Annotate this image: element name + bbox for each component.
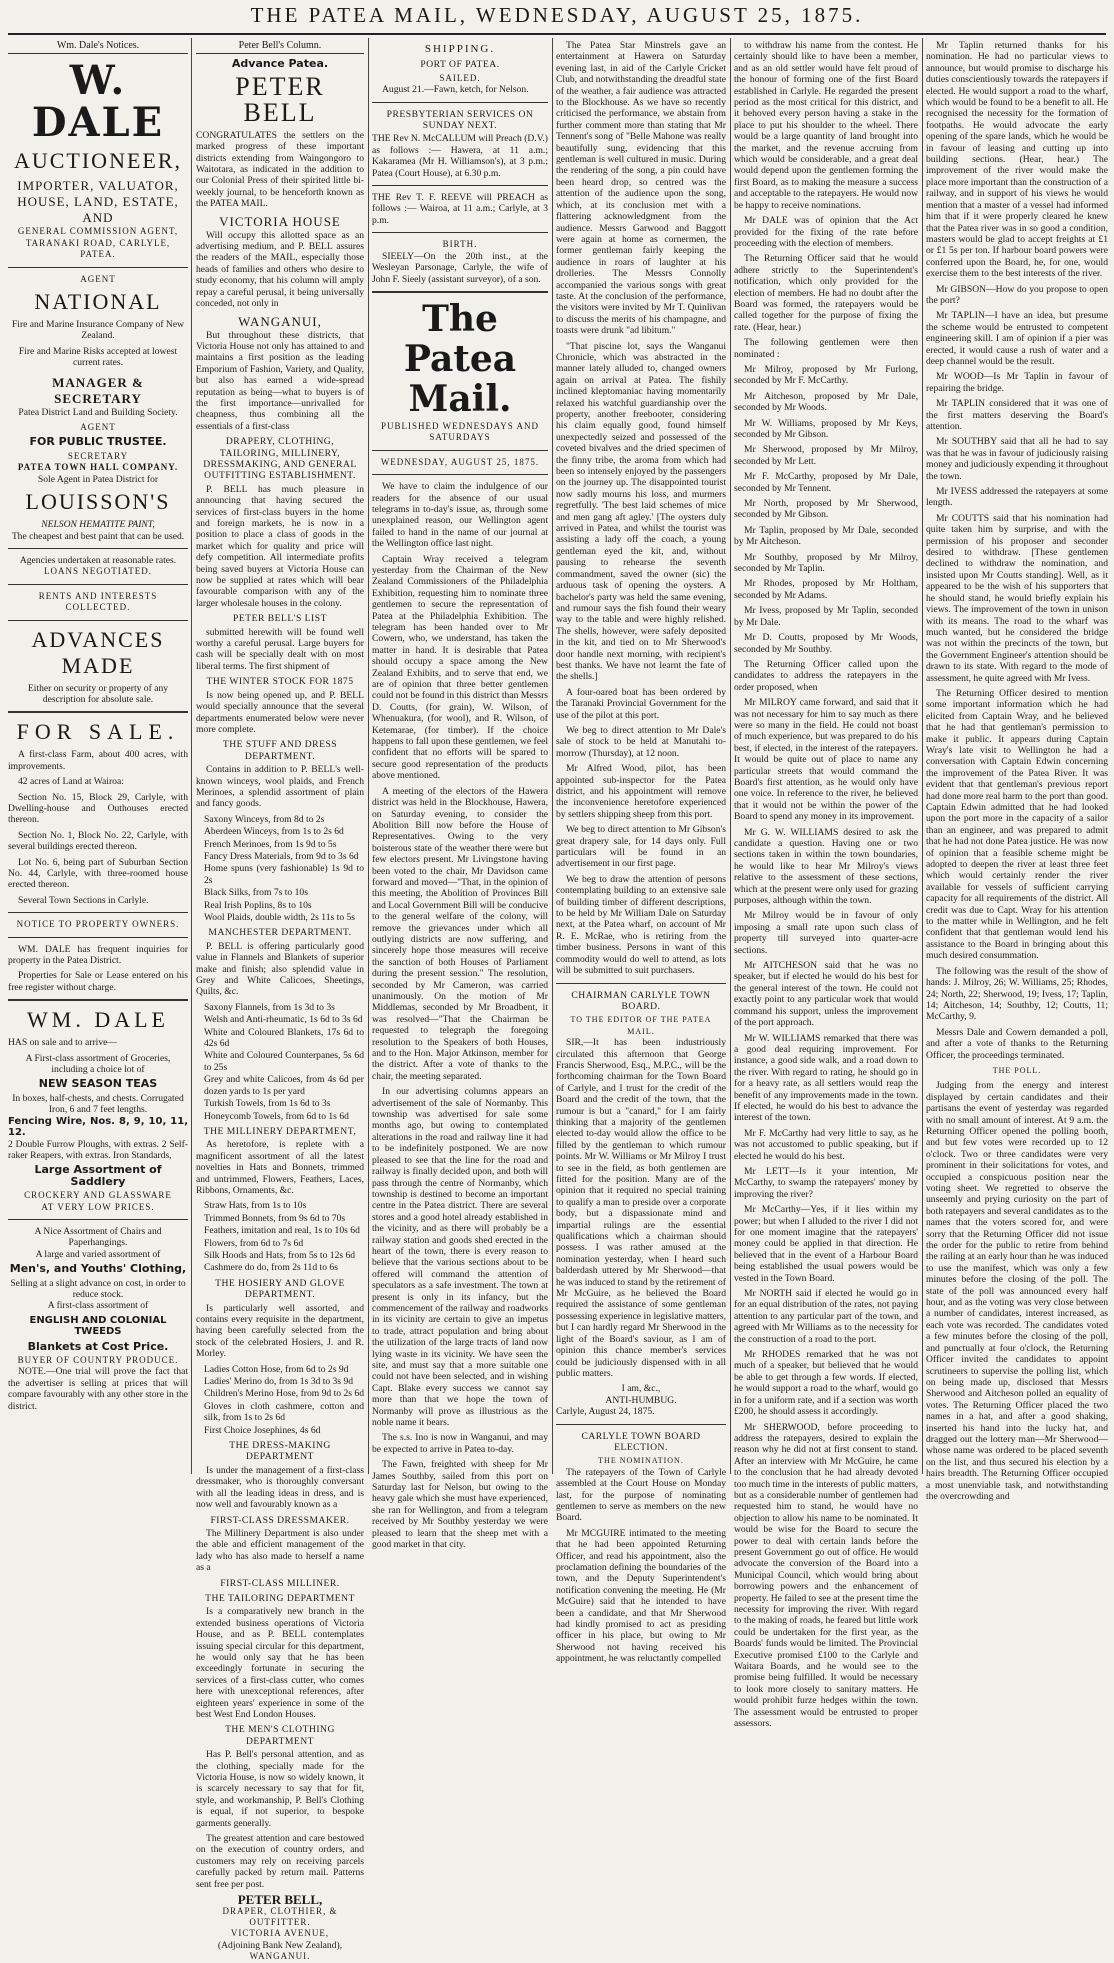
article-paragraph: to withdraw his name from the contest. He certainly should like to have been a member, and as an old settler would have felt proud of the honour of forming one of the first Board established in Carlyle. He regarded the present period as the most critical for this district, and it behoved every person having a stake in the place to put his shoulder to the wheel. There would be a large quantity of land brought into the market, and the revenue accruing from which would be considerable, and a great deal would depend upon the gentlemen forming the first Board, as to making the measure a success and acceptable to the ratepayers. He would now be happy to receive nominations. [734, 40, 918, 211]
first-class-line: A first-class assortment of [47, 1300, 149, 1312]
sole-agent-line: Sole Agent in Patea District for [37, 473, 159, 485]
masthead-rule [8, 33, 1106, 35]
tweeds-line: ENGLISH AND COLONIAL TWEEDS [29, 1314, 167, 1338]
article-paragraph: Mr McCarthy—Yes, if it lies within my power; but when I alluded to the river I did not for one moment imagine that the ratepayers' money could be applied in that direction. He believed that in the event of a Harbour Board being established the usual powers would be vested in the Town Board. [734, 1204, 918, 1284]
sale-item: Lot No. 6, being part of Suburban Section No. 44, Carlyle, with three-roomed house erected thereon. [8, 856, 188, 891]
price-line: Ladies Cotton Hose, from 6d to 2s 9d [204, 1363, 349, 1375]
column-nomination [734, 40, 918, 1730]
address-line: TARANAKI ROAD, CARLYLE, PATEA. [25, 237, 171, 260]
low-prices-line: AT VERY LOW PRICES. [41, 1201, 155, 1212]
body-text: Is now being opened up, and P. BELL would specially announce that the several departments enumerated below were never more complete. [196, 689, 364, 735]
advance-patea: Advance Patea. [231, 57, 329, 71]
body-text: Is a comparatively new branch in the extended business operations of Victoria House, and as P. BELL contemplates issuing special circular for this department, he would only say that he has been exceedingly fortunate in securing the services of a first-class cutter, who comes here with unexceptional references, after eighteen years' experience in some of the best West End London Houses. [196, 1606, 364, 1720]
article-paragraph: A four-oared boat has been ordered by the Taranaki Provincial Government for the use of the pilot at this port. [556, 686, 726, 721]
price-line: White and Coloured Counterpanes, 5s 6d to 25s [204, 1050, 364, 1073]
signature-line: DRAPER, CLOTHIER, & OUTFITTER. [222, 1905, 338, 1927]
article-paragraph: Mr MILROY came forward, and said that it was not necessary for him to say much as there were so many in the field. He could not boast of much experience, but was prepared to do his best, if elected, in the interest of the ratepayers. It would be quite out of place to name any particular streets that would command the Board's first attention, as he would only have one voice. In reference to the river, he believed that it would not be within the power of the Board to spend any money in its improvement. [734, 697, 918, 823]
wm-dale-heading: WM. DALE [27, 1007, 169, 1033]
column-divider [552, 38, 553, 1474]
section-heading: FIRST-CLASS MILLINER. [220, 1577, 340, 1589]
article-paragraph: Messrs Dale and Cowern demanded a poll, and after a vote of thanks to the Returning Officer, the proceedings terminated. [926, 1026, 1108, 1061]
price-line: Turkish Towels, from 1s 6d to 3s [204, 1098, 331, 1110]
article-paragraph: The Patea Star Minstrels gave an entertainment at Hawera on Saturday evening last, in aid of the Carlyle Cricket Club, and notwithstanding the dreadful state of the weather, a fair audience was attracted to the Blockhouse. As we have so recently criticised the performance, we abstain from further comment more than stating that Mr Tennent's song of "Belle Mahone was really beautifully sung, evidencing that this gentleman is well cultured in music. During the rendering of the song, a pin could have been heard drop, so centred was the attention of the audience upon the song, which, at its conclusion met with a flattering acknowledgment from the audience. Messrs Garwood and Baggott were again at home as cornermen, the former gentleman fairly keeping the audience in roars of laughter at his drolleries. The Messrs Connolly accompanied the various songs with great taste. At the conclusion of the performance, the visitors were invited by Mr T. Quinlivan to discuss the merits of his champagne, and toasts were drunk "ad libitum." [556, 40, 726, 337]
blankets-line: Blankets at Cost Price. [27, 1339, 169, 1353]
price-line: Children's Merino Hose, from 9d to 2s 6d [204, 1388, 365, 1400]
article-paragraph: Judging from the energy and interest displayed by certain candidates and their partisans the event of yesterday was regarded with no small amount of interest. At 9 a.m. the Returning Officer opened the polling booth, and but few votes were recorded up to 12 o'clock. Two or three candidates were very prominent in their solicitations for votes, and occupied a conspicuous position near the voting sheet. We regretted to observe the unseemly and prying curiosity on the part of both ratepayers and several candidates as to the names that the voters scored for, and were sorry that the Returning Officer did not issue the order for the public to retire from behind the railing at an early hour than he was induced to use the manifest, which was only a few minutes before the closing of the poll. The state of the poll was announced every half hour, and as the voting was very close between a number of candidates, interest increased, as each vote was recorded. The candidates voted a few minutes before the closing of the poll, and punctually at four o'clock, the Returning Officer invited the candidates to appoint scrutineers to supervise the polling list, which on being made up, disclosed that Messrs Sherwood and Aitcheson polled an equality of votes. The Returning Officer placed the two names in a hat, and after a good shaking, inserted his hand into the lucky hat, and dragged out the lottery man—Mr Sherwood—whose name was ordered to be placed seventh on the list, and thus secured his election by a hairs breadth. The Returning Officer occupied a most unenviable task, and notwithstanding the overcrowding and [926, 1080, 1108, 1502]
buyer-line: BUYER OF COUNTRY PRODUCE. [17, 1355, 179, 1365]
article-paragraph: Mr WOOD—Is Mr Taplin in favour of repairing the bridge. [926, 371, 1108, 394]
column-divider [368, 38, 369, 1474]
article-paragraph: Mr TAPLIN—I have an idea, but presume the scheme would be entrusted to competent engineering skill. I am of opinion if a pier was erected, it would cause a rush of water and a deep channel would be the result. [926, 310, 1108, 367]
inquiries-text: WM. DALE has frequent inquiries for property in the Patea District. [8, 943, 188, 967]
letter-signature: ANTI-HUMBUG. [605, 1394, 677, 1406]
sailed-heading: SAILED. [439, 72, 481, 83]
has-on-sale: HAS on sale and to arrive— [8, 1037, 117, 1049]
body-text: Is under the management of a first-class dressmaker, who is thoroughly conversant with all the leading ideas in dress, and is now well and favourably known as a [196, 1464, 364, 1511]
article-paragraph: Mr AITCHESON said that he was no speaker, but if elected he would do his best for the general interest of the town. He could not exactly point to any particular work that would command his support, unless the improvement of the port approach. [734, 960, 918, 1029]
price-line: Honeycomb Towels, from 6d to 1s 6d [204, 1110, 349, 1122]
to-editor: TO THE EDITOR OF THE PATEA MAIL. [570, 1015, 712, 1036]
price-line: Welsh and Anti-rheumatic, 1s 6d to 3s 6d [204, 1014, 363, 1026]
price-line: Silk Hoods and Hats, from 5s to 12s 6d [204, 1249, 356, 1261]
dale-name: W. DALE [31, 57, 165, 147]
section-heading: THE HOSIERY AND GLOVE DEPARTMENT. [215, 1277, 345, 1301]
price-line: Fancy Dress Materials, from 9d to 3s 6d [204, 850, 359, 862]
section-heading: THE TAILORING DEPARTMENT [205, 1592, 355, 1604]
port-heading: PORT OF PATEA. [420, 59, 500, 71]
article-paragraph: Mr F. McCarthy had very little to say, as he was not accustomed to public speaking, but if elected he would do his best. [734, 1127, 918, 1162]
article-paragraph: The Returning Officer desired to mention some important information which he had elicited from Captain Wray, and he believed that he had that gentleman's permission to make it public. It appears during Captain Wray's late visit to Wellington he had a conversation with Captain Edwin concerning the improvement of the Patea River. It was evident that that gentleman's previous report had done more real harm to the port than good. Captain Edwin admitted that he had looked upon the port more in the capacity of a sailor than an engineer, and was prepared to admit that he had not done Patea justice. He was now of opinion that a feasible scheme might be adopted to deepen the river at least three feet which would certainly render the river available for vessels of sufficient carrying capacity for all requirements of the district. All credit was due to Capt. Wray for his attention to the matter while in Wellington, and he felt confident that that gentleman would lend his assistance to the Board in bringing about this much desired consummation. [926, 687, 1108, 962]
sailed-text: August 21.—Fawn, ketch, for Nelson. [382, 84, 529, 96]
section-heading: THE STUFF AND DRESS DEPARTMENT. [222, 739, 338, 762]
article-paragraph: The s.s. Ino is now in Wanganui, and may be expected to arrive in Patea to-day. [372, 1432, 548, 1455]
town-hall-line: PATEA TOWN HALL COMPANY. [17, 462, 179, 473]
peter-bell-name: PETER BELL [235, 71, 325, 127]
price-line: Cashmere do do, from 2s 11d to 6s [204, 1262, 338, 1274]
article-paragraph: Mr GIBSON—How do you propose to open the port? [926, 283, 1108, 306]
article-paragraph: We beg to direct attention to Mr Dale's sale of stock to be held at Manutahi to-morrow (Thursday), at 12 noon. [556, 724, 726, 759]
column-divider [191, 38, 192, 1474]
price-line: Ladies' Merino do, from 1s 3d to 3s 9d [204, 1376, 354, 1388]
fencing-line: Fencing Wire, Nos. 8, 9, 10, 11, 12. [8, 1115, 188, 1139]
nominee-line: Mr Aitcheson, proposed by Mr Dale, seconded by Mr Woods. [734, 390, 918, 414]
nominee-line: Mr Taplin, proposed by Mr Dale, seconded by Mr Aitcheson. [734, 524, 918, 548]
sale-item: A first-class Farm, about 400 acres, with improvements. [8, 749, 188, 772]
article-paragraph: The ratepayers of the Town of Carlyle assembled at the Court House on Monday last, for the purpose of nominating gentlemen to serve as members on the new Board. [556, 1466, 726, 1524]
article-paragraph: Mr Milroy would be in favour of only imposing a small rate upon such class of property till surveyed into quarter-acre sections. [734, 910, 918, 956]
national-heading: NATIONAL [34, 289, 162, 315]
loans-line: LOANS NEGOTIATED. [44, 566, 152, 577]
election-heading: CARLYLE TOWN BOARD ELECTION. [581, 1430, 701, 1453]
section-heading: FIRST-CLASS DRESSMAKER. [210, 1514, 350, 1526]
service-text: THE Rev T. F. REEVE will PREACH as follows :— Wairoa, at 11 a.m.; Carlyle, at 3 p.m. [372, 192, 548, 226]
commission-line: GENERAL COMMISSION AGENT, [17, 226, 179, 237]
article-paragraph: The Fawn, freighted with sheep for Mr James Southby, sailed from this port on Saturday last for Nelson, but owing to the heavy gale which she must have experienced, she ran for Wellington, and from a telegram received by Mr Southby yesterday we were pleased to learn that the sheep met with a good market in that city. [372, 1459, 548, 1551]
section-heading: PETER BELL'S LIST [233, 613, 327, 625]
paper-title: The Patea Mail. [403, 297, 517, 420]
price-line: Wool Plaids, double width, 2s 11s to 5s [204, 912, 356, 923]
body-text: As heretofore, is replete with a magnificent assortment of all the latest novelties in Hats and Bonnets, trimmed and untrimmed, Flowers, Feathers, Laces, Ribbons, Ornaments, &c. [196, 1139, 364, 1196]
article-paragraph: Captain Wray received a telegram yesterday from the Chairman of the New Zealand Commissioners of the Philadelphia Exhibition, requesting him to nominate three gentlemen to secure the representation of Patea at the Philadelphia Exhibition. The telegram has been handed over to Mr Cowern, who, we understand, has taken the matter in hand. It is desirable that Patea should occupy a space among the New Zealand Exhibits, and to serve that end, we are of opinion that three better gentlemen could not be found in this district than Messrs D. Coutts, (for grain), W. Wilson, of Whenuakura, (for wool), and R. Wilson, of Ketemarae, (for timber). If the choice happens to fall upon these gentlemen, we feel confident that no efforts will be spared to secure good representation of the products above mentioned. [372, 553, 548, 782]
for-sale-heading: FOR SALE. [16, 719, 180, 745]
boxes-line: In boxes, half-chests, and chests. Corrugated Iron, 6 and 7 feet lengths. [12, 1092, 184, 1116]
nominee-line: Mr W. Williams, proposed by Mr Keys, seconded by Mr Gibson. [734, 417, 918, 440]
article-paragraph: The Returning Officer called upon the candidates to address the ratepayers in the order proposed, when [734, 658, 918, 693]
article-paragraph: Mr COUTTS said that his nomination had quite taken him by surprise, and with the permission of his proposer and seconder desired to withdraw. [These gentlemen declined to withdraw the nomination, and insisted upon Mr Coutts standing]. Well, as it appeared to be the wish of his supporters that he should stand, he would briefly explain his views. The improvement of the town in unison with its means. The road to the wharf was much wanted, but he considered the bridge was not within the precincts of the town, but the Government Engineer's attention should be drawn to its state. With regard to the mode of assessment, he quite agreed with Mr Ivess. [926, 512, 1108, 684]
sale-item: Several Town Sections in Carlyle. [18, 894, 149, 906]
section-heading: THE WINTER STOCK FOR 1875 [206, 676, 354, 688]
letter-place: Carlyle, August 24, 1875. [556, 1406, 655, 1418]
column-dale-notices [8, 40, 188, 1472]
teas-line: NEW SEASON TEAS [38, 1077, 158, 1091]
price-line: Saxony Winceys, from 8d to 2s [204, 813, 325, 825]
article-paragraph: In our advertising columns appears an advertisement of the sale of Normanby. This township was advertised for sale some months ago, but owing to contemplated alterations in the road and railway line it had to be indefinitely postponed. We are now pleased to see that the line for the road and railway is finally decided upon, and both will pass through the centre of Normanby, which township is destined to become an important centre in the Patea district. There are several stores and a good hotel already established in the vicinity, and as there will probably be a railway station and goods shed erected in the heart of the town, there is every reason to believe that the various sections about to be offered will command the attention of speculators as a safe investment. The town at present is only in its infancy, but the commencement of the railway and roadworks in its vicinity are certain to give an impetus to trade, attract population and bring about the utilization of the large tracts of land now lying waste in its vicinity. We have seen the site, and must say that a more suitable one could not have been selected, and in wishing Capt. Blake every success we cannot say more than that we hope the town of Normanby will prove as illustrious as the noble name it bears. [372, 1086, 548, 1429]
column-peter-bell [196, 40, 365, 1962]
section-heading: THE DRESS-MAKING DEPARTMENT [229, 1440, 331, 1463]
section-heading: MANCHESTER DEPARTMENT. [208, 927, 352, 939]
advances-heading: ADVANCES MADE [31, 626, 165, 678]
nominee-line: Mr North, proposed by Mr Sherwood, seconded by Mr Gibson. [734, 498, 918, 521]
column-header: Wm. Dale's Notices. [8, 40, 188, 54]
article-paragraph: We beg to draw the attention of persons contemplating building to an extensive sale of building timber of different descriptions, to be held by Mr William Dale on Saturday next, at the Patea wharf, on account of Mr R. E. McRae, who is retiring from the timber business. Persons in want of this commodity would do well to attend, as lots will be submitted to suit purchasers. [556, 873, 726, 977]
article-paragraph: We beg to direct attention to Mr Gibson's great drapery sale, for 14 days only. Full particulars will be found in an advertisement in our first page. [556, 824, 726, 870]
article-paragraph: Mr G. W. WILLIAMS desired to ask the candidate a question. Having one or two sections taken in within the town boundaries, he would like to hear Mr Milroy's views relative to the assessment of these sections, which at the present were only used for grazing purposes, although within the town. [734, 826, 918, 907]
national-desc: Fire and Marine Insurance Company of New Zealand. [11, 319, 185, 342]
price-line: Feathers, imitation and real, 1s to 10s 6d [204, 1225, 360, 1237]
article-paragraph: Mr TAPLIN considered that it was one of the first matters deserving the Board's attention. [926, 398, 1108, 432]
body-text: Has P. Bell's personal attention, and as the clothing, specially made for the Victoria House, is now so widely known, it is scarcely necessary to say that for fit, style, and workmanship, P. Bell's Clothing is equal, if not superior, to bespoke garments generally. [196, 1749, 364, 1829]
sale-item: Section No. 1, Block No. 22, Carlyle, with several buildings erected thereon. [8, 829, 188, 853]
chairs-line: A Nice Assortment of Chairs and Paperhangings. [34, 1225, 162, 1249]
price-line: Saxony Flannels, from 1s 3d to 3s [204, 1001, 335, 1013]
wanganui-heading: WANGANUI, [238, 313, 322, 329]
published-line: PUBLISHED WEDNESDAYS AND SATURDAYS [380, 420, 539, 443]
article-paragraph: Mr W. WILLIAMS remarked that there was a good deal requiring improvement. For instance, a good side walk, and a road down to the river. With regard to rating, he should go in for a heavy rate, as all settlers would reap the benefit of any improvements made in the town. If elected, he would do his best to advance the interest of the town. [734, 1032, 918, 1124]
chairman-heading: CHAIRMAN CARLYLE TOWN BOARD. [571, 989, 711, 1012]
article-paragraph: Mr SOUTHBY said that all he had to say was that he was in favour of judiciously raising money and judiciously expending it throughout the town. [926, 436, 1108, 482]
body-text: submitted herewith will be found well worthy a careful perusal. Large buyers for cash will be specially dealt with on most liberal terms. The first shipment of [196, 626, 364, 672]
section-heading: DRAPERY, CLOTHING, TAILORING, MILLINERY, DRESSMAKING, AND GENERAL OUTFITTING ESTABLISHMENT. [203, 436, 357, 482]
trades-line: IMPORTER, VALUATOR, [17, 178, 179, 194]
column-divider [922, 38, 923, 1474]
nominee-line: Mr F. McCarthy, proposed by Mr Dale, seconded by Mr Tennent. [734, 471, 918, 494]
manager-heading: MANAGER & SECRETARY [52, 374, 144, 406]
society-line: Patea District Land and Building Society. [18, 406, 178, 418]
crockery-line: CROCKERY AND GLASSWARE [24, 1190, 172, 1201]
nominee-line: Mr Rhodes, proposed by Mr Holtham, seconded by Mr Adams. [734, 578, 918, 601]
masthead: THE PATEA MAIL, WEDNESDAY, AUGUST 25, 1875. [250, 3, 864, 27]
date-line: WEDNESDAY, AUGUST 25, 1875. [380, 456, 540, 467]
shipping-heading: SHIPPING. [424, 43, 496, 55]
article-paragraph: Mr RHODES remarked that he was not much of a speaker, but believed that he would be able to get through a few words. If elected, he would support a road to the wharf, would go in for a uniform rate, and if a section was worth £200, he should assess it accordingly. [734, 1349, 918, 1418]
section-heading: THE MEN'S CLOTHING DEPARTMENT [225, 1724, 335, 1747]
article-paragraph: Mr DALE was of opinion that the Act provided for the fixing of the rate before proceeding with the election of members. [734, 215, 918, 249]
section-heading: THE MILLINERY DEPARTMENT, [203, 1125, 357, 1137]
article-paragraph: Mr NORTH said if elected he would go in for an equal distribution of the rates, not paying attention to any particular part of the town, and agreed with Mr Williams as to the necessity for the construction of a road to the port. [734, 1288, 918, 1345]
price-line: White and Coloured Blankets, 17s 6d to 42s 6d [204, 1026, 364, 1050]
price-line: Black Silks, from 7s to 10s [204, 887, 308, 899]
article-paragraph: Mr SHERWOOD, before proceeding to address the ratepayers, desired to explain the reason why he did not at first consent to stand. After an interview with Mr McGuire, he came to the conclusion that he had already devoted too much time in the interests of public matters, but as a considerable number of gentlemen had requested him to stand, he would have no objection to allow his name to be nominated. It would be wise for the Board to secure the power to deal with certain lands before the present Government go out of office. He would advocate the conversion of the Board into a Municipal Council, which would bring about borrowing powers and the enhancement of property. He failed to see at the present time the necessity for improving the river. With regard to the making of roads, he feared but little work could be undertaken for the first year, as the Boards' funds would be limited. The Provincial Executive promised £100 to the Carlyle and Waitara Boards, and he would see to the promise being fulfilled. It would be necessary to look more closely to sanitary matters. He would prohibit furze hedges within the town. The assessment would be entrusted to proper assessors. [734, 1421, 918, 1730]
letter-close: I am, &c., [621, 1383, 661, 1395]
article-paragraph: "That piscine lot, says the Wanganui Chronicle, which was abstracted in the manner lately alluded to, changed owners again on arrival at Patea. The fishily inclined kleptomaniac having momentarily relaxed his watchful guardianship over the property, another freebooter, considering his claim equally good, found himself unexpectedly seized and possessed of the coveted bivalves and the dried specimen of the finny tribe, the aroma from which had been so intensely enjoyed by the passengers on the journey up. The disappointed tourist now sadly mourns his loss, and murmers regretfully. 'The best laid schemes of mice and men gang aft agley.' [The oysters duly arrived in Patea, and whilst the tourist was assisting a lady off the coach, a young gentleman eyed the kit, and, without pausing to rehearse the seventh commandment, saved the owner (sic) the arduous task of opening the oysters. A bachelor's party was held the same evening, and rumour says the fish found their weary way to the table and were highly relished. The shells, however, were safely deposited in the kit, and tied on to Mr Sherwood's door handle next morning, with recipient's best thanks. We have not learnt the fate of the shells.] [556, 340, 726, 683]
signature: PETER BELL, [237, 1892, 323, 1908]
article-paragraph: The Returning Officer said that he would adhere strictly to the Superintendent's notification, which only provided for the election of members. He had no doubt after the Board was formed, the ratepayers would be called together for the purpose of fixing the rate. (Hear, hear.) [734, 253, 918, 333]
letter-text: SIR,—It has been industriously circulated this afternoon that George Francis Sherwood, Esq., M.P.C., will be the forthcoming chairman for the Town Board of Carlyle, and I trust for the credit of the Board and the credit of the town, that the rumour is but a "canard," for I am fairly thinking that a majority of the gentlemen elected to-day would allow the office to be filled by the gentleman to which rumour points. Mr W. Williams or Mr Milroy I trust to see in the field, as both gentlemen are fitted for the position. Many are of the opinion that it required no special training to qualify a man to preside over a corporate body, but a dispassionate mind and impartial rulings are the essential qualifications which a chairman should possess. I was rather amused at the nomination yesterday, when I heard such balderdash uttered by Mr Sherwood—that he was induced to stand by the retirement of Mr McGuire, as he believed the Board required the assistance of some gentleman possessing experience in legislative matters, but I can hardly regard Mr Sherwood in the light of the Board's saviour, as I am of opinion this chance member's services could be judiciously dispensed with in all public matters. [556, 1037, 726, 1379]
intro-text: CONGRATULATES the settlers on the marked progress of these important districts extending from Waingongoro to Waitotara, as indicated in the addition to our Colonial Press of their spirited little bi-weekly journal, to be henceforth known as the PATEA MAIL. [196, 129, 364, 210]
body-text: Contains in addition to P. BELL's well-known winceys, wool plaids, and French Merinoes, a splendid assortment of plain and fancy goods. [196, 764, 364, 810]
secretary-label: SECRETARY [67, 450, 129, 461]
saddlery-line: Large Assortment of Saddlery [34, 1163, 162, 1188]
public-trustee: FOR PUBLIC TRUSTEE. [29, 435, 167, 449]
body-text: The Millinery Department is also under the able and efficient management of the lady who has also made to herself a name as a [196, 1527, 364, 1574]
price-line: Gloves in cloth cashmere, cotton and silk, from 1s to 2s 6d [204, 1400, 364, 1424]
article-paragraph: Mr LETT—Is it your intention, Mr McCarthy, to swamp the ratepayers' money by improving the river? [734, 1165, 918, 1200]
rents-line: RENTS AND INTERESTS COLLECTED. [38, 590, 158, 613]
agencies-line: Agencies undertaken at reasonable rates. [19, 554, 177, 566]
nominee-line: Mr Southby, proposed by Mr Milroy, seconded by Mr Taplin. [734, 551, 918, 575]
nominee-line: Mr D. Coutts, proposed by Mr Woods, seconded by Mr Southby. [734, 632, 918, 655]
nominee-line: Mr Milroy, proposed by Mr Furlong, seconded by Mr F. McCarthy. [734, 363, 918, 387]
advances-desc: Either on security or property of any description for absolute sale. [27, 682, 169, 705]
ploughs-line: 2 Double Furrow Ploughs, with extras. 2 Self-raker Reapers, with extras. Iron Standards, [8, 1138, 188, 1161]
victoria-heading: VICTORIA HOUSE [219, 213, 341, 229]
article-paragraph: Mr Alfred Wood, pilot, has been appointed sub-inspector for the Patea district, and his appointment will remove the inconvenience heretofore experienced by settlers shipping sheep from this port. [556, 763, 726, 820]
article-paragraph: The following was the result of the show of hands: J. Milroy, 26; W. Williams, 25; Rhodes, 24; North, 22; Sherwood, 19; Ivess, 17; Taplin, 14; Aitcheson, 14; Southby, 12; Coutts, 11; McCarthy, 9. [926, 965, 1108, 1023]
cheapest-line: The cheapest and best paint that can be used. [11, 530, 185, 542]
groceries-line: A First-class assortment of Groceries, including a choice lot of [25, 1052, 171, 1076]
nominee-line: Mr Sherwood, proposed by Mr Milroy, seconded by Mr Lett. [734, 444, 918, 467]
column-header: Peter Bell's Column. [196, 40, 364, 54]
signature-line: WANGANUI. [249, 1951, 311, 1962]
article-paragraph: The following gentlemen were then nominated : [734, 337, 918, 360]
article-paragraph: Mr Taplin returned thanks for his nomination. He had no particular views to announce, but would promise to discharge his duties conscientiously towards the ratepayers if elected. He would support a road to the wharf, which would be found to be a benefit to all. He recognised the necessity for the formation of footpaths. He would advocate the early opening of the spare lands, which he would be in favour of leasing and cutting up into building sections. (Hear, hear.) The improvement of the river would make the place more important than the construction of a railway, and in support of his views he would mention that a master of a vessel had informed him that if it were properly cleared he knew that the Patea river was in so good a condition, masters would be glad to accept freights at £1 or £1 5s per ton. If harbour board powers were conferred upon the Board, he, for one, would exercise them to the best interests of the river. [926, 40, 1108, 280]
body-text: But throughout these districts, that Victoria House not only has attained to and maintains a first position as the leading Emporium of Fashion, Variety, and Quality, but also has earned a wide-spread reputation as being—what to buyers is of the first importance—unrivalled for cheapness, thus combining all the essentials of a first-class [196, 329, 364, 432]
signature-line: VICTORIA AVENUE, [230, 1928, 330, 1939]
price-line: French Merinoes, from 1s 9d to 5s [204, 838, 337, 850]
birth-text: SIEELY—On the 20th inst., at the Wesleyan Parsonage, Carlyle, the wife of John F. Sieely (assistant surveyor), of a son. [372, 250, 548, 285]
price-line: Flowers, from 6d to 7s 6d [204, 1237, 304, 1249]
price-line: Home spuns (very fashionable) 1s 9d to 2s [204, 863, 364, 886]
presbyterian-heading: PRESBYTERIAN SERVICES ON SUNDAY NEXT. [386, 108, 534, 132]
body-text: Is particularly well assorted, and contains every requisite in the department, having been carefully selected from the stock of the celebrated Hosiers, J. and R. Morley. [196, 1302, 364, 1360]
service-text: THE Rev N. McCALLUM will Preach (D.V.) as follows :— Hawera, at 11 a.m.; Kakaramea (Mr H. Williamson's), at 3 p.m.; Patea (Court House), at 6.30 p.m. [372, 133, 548, 179]
price-line: Straw Hats, from 1s to 10s [204, 1200, 307, 1212]
agent-label: AGENT [80, 273, 116, 284]
article-paragraph: We have to claim the indulgence of our readers for the absence of our usual telegrams in to-day's issue, as, through some unexplained reason, our Wellington agent failed to hand in the name of our journal at the Wellington office last night. [372, 481, 548, 550]
auctioneer-title: AUCTIONEER, [13, 148, 183, 174]
clothing-line: Men's, and Youths' Clothing, [9, 1262, 187, 1276]
poll-heading: THE POLL. [992, 1065, 1042, 1075]
body-text: P. BELL is offering particularly good value in Flannels and Blankets of superior make and finish; also splendid value in Grey and White Calicoes, Sheetings, Quilts, &c. [196, 940, 364, 998]
birth-heading: BIRTH. [442, 239, 478, 250]
selling-line: Selling at a slight advance on cost, in order to reduce stock. [10, 1277, 186, 1300]
price-line: Real Irish Poplins, 8s to 10s [204, 899, 312, 911]
column-news [556, 40, 726, 1665]
column-editorial [372, 40, 548, 1551]
agent-label: AGENT [80, 422, 116, 433]
article-paragraph: A meeting of the electors of the Hawera district was held in the Blockhouse, Hawera, on Saturday evening, to consider the Abolition Bill now before the House of Representatives. Owing to the very boisterous state of the weather there were but few electors present. Mr Livingstone having been voted to the chair, Mr Davidson came forward and moved—"That, in the opinion of this meeting, the Abolition of Provinces Bill and Local Government Bill will be conducive to the general welfare of the colony, will remove the grievances under which all outlying districts are now suffering, and sincerely hope those measures will receive the sanction of both Houses of Parliament during the present session." The resolution, seconded by Mr Cameron, was carried unanimously. On the motion of Mr Middlemas, seconded by Mr Broadbent, it was resolved—"That the Chairman be requested to telegraph the foregoing resolution to the Speakers of both Houses, and to the Hon. Major Atkinson, member for the district. After a vote of thanks to the chair, the meeting separated. [372, 785, 548, 1082]
house-line: HOUSE, LAND, ESTATE, AND [17, 194, 179, 226]
signature-line: (Adjoining Bank New Zealand), [217, 1939, 343, 1951]
article-paragraph: Mr IVESS addressed the ratepayers at some length. [926, 486, 1108, 509]
fire-marine: Fire and Marine Risks accepted at lowest current rates. [18, 345, 178, 369]
sale-item: 42 acres of Land at Wairoa: [18, 776, 124, 788]
sale-item: Section No. 15, Block 29, Carlyle, with Dwelling-house and Outhouses erected thereon. [8, 791, 188, 826]
varied-line: A large and varied assortment of [35, 1248, 161, 1260]
column-election-result [926, 40, 1108, 1502]
properties-text: Properties for Sale or Lease entered on his free register without charge. [8, 970, 188, 993]
note-text: NOTE.—One trial will prove the fact that the advertiser is selling at prices that will compare favourably with any other store in the district. [8, 1366, 188, 1412]
body-text: P. BELL has much pleasure in announcing that having secured the services of first-class buyers in the home and foreign markets, he is now in a position to place a class of goods in the market which for quality and price will defy competition. All intermediate profits being saved buyers at Victoria House can now be supplied at rates which will bear favourable comparison with any of the larger wholesale houses in the colony. [196, 483, 364, 609]
price-line: Grey and white Calicoes, from 4s 6d per dozen yards to 1s per yard [204, 1074, 364, 1097]
notice-heading: NOTICE TO PROPERTY OWNERS. [16, 919, 180, 930]
nominee-line: Mr Ivess, proposed by Mr Taplin, seconded by Mr Dale. [734, 605, 918, 628]
paint-line: NELSON HEMATITE PAINT, [41, 519, 155, 531]
article-paragraph: Mr MCGUIRE intimated to the meeting that he had been appointed Returning Officer, and read his appointment, also the proclamation defining the boundaries of the town, and the Deputy Superintendent's notification convening the meeting. He (Mr McGuire) said that he intended to have been a candidate, and that Mr Sherwood had kindly promised to act as presiding officer in his place, but owing to Mr Sherwood not having received his appointment, he was reluctantly compelled [556, 1527, 726, 1665]
price-line: Trimmed Bonnets, from 9s 6d to 70s [204, 1212, 346, 1224]
louisson-heading: LOUISSON'S [25, 489, 171, 515]
column-divider [730, 38, 731, 1474]
price-line: Aberdeen Winceys, from 1s to 2s 6d [204, 826, 344, 838]
nomination-heading: THE NOMINATION. [598, 1456, 684, 1466]
body-text: Will occupy this allotted space as an advertising medium, and P. BELL assures the readers of the MAIL, especially those heads of families and others who desire to study economy, that his column will amply repay a careful perusal, it being universally conceded, not only in [196, 229, 364, 310]
price-line: First Choice Josephines, 4s 6d [204, 1424, 321, 1436]
body-text: The greatest attention and care bestowed on the execution of country orders, and customers may rely on receiving parcels carefully packed by return mail. Patterns sent free per post. [196, 1833, 364, 1890]
